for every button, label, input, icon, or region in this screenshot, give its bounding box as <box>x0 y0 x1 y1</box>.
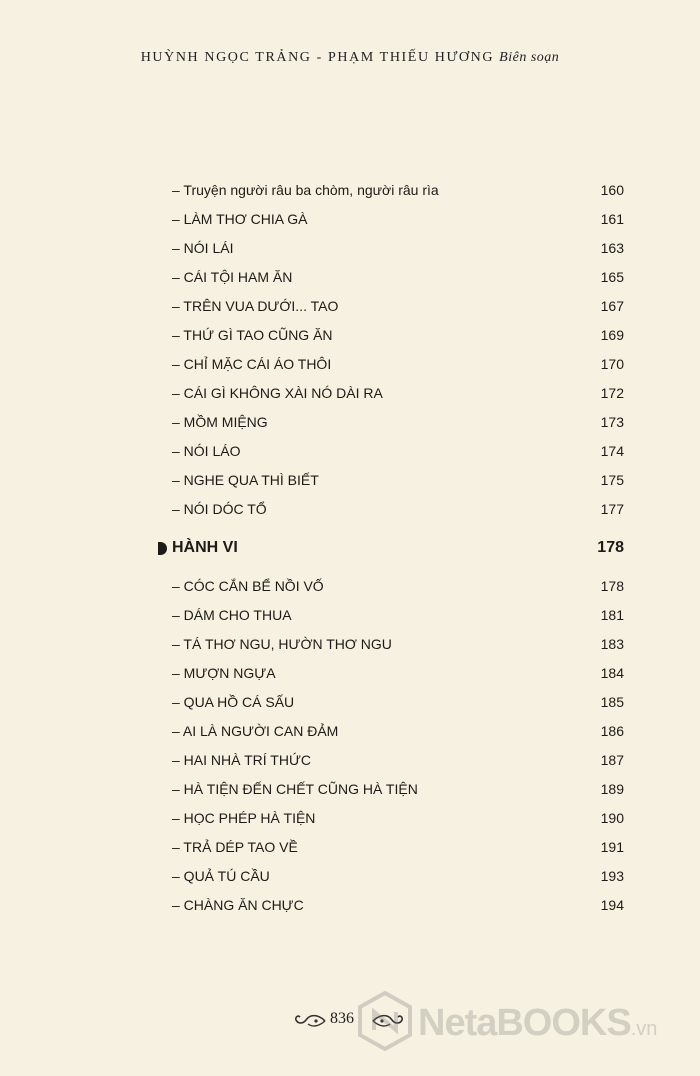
toc-entry <box>150 833 626 862</box>
watermark-suffix: .vn <box>630 1018 658 1040</box>
section-marker-icon <box>158 542 167 555</box>
toc-entry-title: – CHÀNG ĂN CHỰC <box>172 897 304 913</box>
toc-entry-page: 193 <box>600 868 624 884</box>
toc-entry-page: 160 <box>600 182 624 198</box>
toc-entry <box>150 862 626 891</box>
toc-entry <box>150 630 626 659</box>
toc-list-top <box>150 176 626 524</box>
toc-entry-page: 167 <box>600 298 624 314</box>
toc-entry-title: – Truyện người râu ba chòm, người râu rìa <box>172 182 439 198</box>
toc-entry-page: 183 <box>600 636 624 652</box>
toc-entry <box>150 746 626 775</box>
toc-entry <box>150 176 626 205</box>
toc-section-heading <box>150 528 626 568</box>
toc-entry <box>150 717 626 746</box>
toc-entry-page: 161 <box>600 211 624 227</box>
toc-entry-title: – AI LÀ NGƯỜI CAN ĐẢM <box>172 723 339 739</box>
toc-entry <box>150 572 626 601</box>
toc-entry <box>150 495 626 524</box>
toc-entry-page: 187 <box>600 752 624 768</box>
toc-entry-title: – HÀ TIỆN ĐẾN CHẾT CŨNG HÀ TIỆN <box>172 781 418 797</box>
toc-entry-page: 177 <box>600 501 624 517</box>
toc-entry-title: – NÓI DÓC TỔ <box>172 501 267 517</box>
toc-entry-page: 172 <box>600 385 624 401</box>
toc-entry-title: – HAI NHÀ TRÍ THỨC <box>172 752 312 768</box>
watermark-text <box>418 1002 657 1045</box>
toc-entry <box>150 659 626 688</box>
toc-entry-page: 169 <box>600 327 624 343</box>
toc-entry-title: – TÁ THƠ NGU, HƯỜN THƠ NGU <box>172 636 392 652</box>
toc-entry-title: – NGHE QUA THÌ BIẾT <box>172 472 319 488</box>
toc-entry-page: 175 <box>600 472 624 488</box>
toc-entry-page: 191 <box>600 839 624 855</box>
table-of-contents <box>150 176 626 920</box>
toc-entry-title: – CÁI TỘI HAM ĂN <box>172 269 293 285</box>
toc-entry-title: – TRẢ DÉP TAO VỀ <box>172 839 298 855</box>
toc-entry-title: – TRÊN VUA DƯỚI... TAO <box>172 298 339 314</box>
toc-entry <box>150 205 626 234</box>
toc-entry <box>150 263 626 292</box>
toc-entry <box>150 321 626 350</box>
toc-entry <box>150 437 626 466</box>
toc-entry-page: 185 <box>600 694 624 710</box>
toc-entry <box>150 466 626 495</box>
running-header <box>0 50 700 66</box>
toc-entry-page: 165 <box>600 269 624 285</box>
toc-entry-page: 174 <box>600 443 624 459</box>
toc-entry-title: – CÁI GÌ KHÔNG XÀI NÓ DÀI RA <box>172 385 383 401</box>
toc-entry <box>150 804 626 833</box>
toc-entry-page: 181 <box>600 607 624 623</box>
toc-entry-page: 189 <box>600 781 624 797</box>
page-number: 836 <box>330 1010 354 1027</box>
toc-entry-title: – CÓC CẮN BỂ NỒI VỐ <box>172 578 324 594</box>
toc-entry-title: – QUA HỒ CÁ SẤU <box>172 694 295 710</box>
section-page: 178 <box>597 539 624 556</box>
toc-entry-title: – DÁM CHO THUA <box>172 607 292 623</box>
watermark-logo-icon <box>356 990 414 1052</box>
toc-entry <box>150 379 626 408</box>
header-role: Biên soạn <box>499 50 560 65</box>
toc-entry <box>150 891 626 920</box>
toc-entry-title: – NÓI LÁI <box>172 240 234 256</box>
toc-entry <box>150 234 626 263</box>
toc-entry-title: – THỨ GÌ TAO CŨNG ĂN <box>172 327 333 343</box>
toc-entry-page: 163 <box>600 240 624 256</box>
toc-entry-title: – QUẢ TÚ CẦU <box>172 868 270 884</box>
toc-entry <box>150 775 626 804</box>
toc-entry-page: 194 <box>600 897 624 913</box>
toc-entry-title: – MỒM MIỆNG <box>172 414 268 430</box>
toc-list-bottom <box>150 572 626 920</box>
toc-entry-page: 170 <box>600 356 624 372</box>
toc-entry-title: – LÀM THƠ CHIA GÀ <box>172 211 308 227</box>
toc-entry-title: – CHỈ MẶC CÁI ÁO THÔI <box>172 356 332 372</box>
toc-entry-title: – MƯỢN NGỰA <box>172 665 276 681</box>
toc-entry <box>150 350 626 379</box>
toc-entry-page: 173 <box>600 414 624 430</box>
header-authors: HUỲNH NGỌC TRẢNG - PHẠM THIẾU HƯƠNG <box>140 50 495 65</box>
watermark <box>356 990 696 1056</box>
toc-entry-page: 190 <box>600 810 624 826</box>
toc-entry-page: 184 <box>600 665 624 681</box>
toc-entry <box>150 292 626 321</box>
toc-entry-title: – NÓI LÁO <box>172 443 241 459</box>
toc-entry-page: 186 <box>600 723 624 739</box>
left-ornament-icon <box>292 1012 326 1030</box>
toc-entry-title: – HỌC PHÉP HÀ TIỆN <box>172 810 316 826</box>
watermark-brand: NetaBOOKS <box>418 1002 631 1044</box>
toc-entry <box>150 688 626 717</box>
section-title: HÀNH VI <box>172 539 238 556</box>
toc-entry <box>150 408 626 437</box>
toc-entry-page: 178 <box>600 578 624 594</box>
toc-entry <box>150 601 626 630</box>
